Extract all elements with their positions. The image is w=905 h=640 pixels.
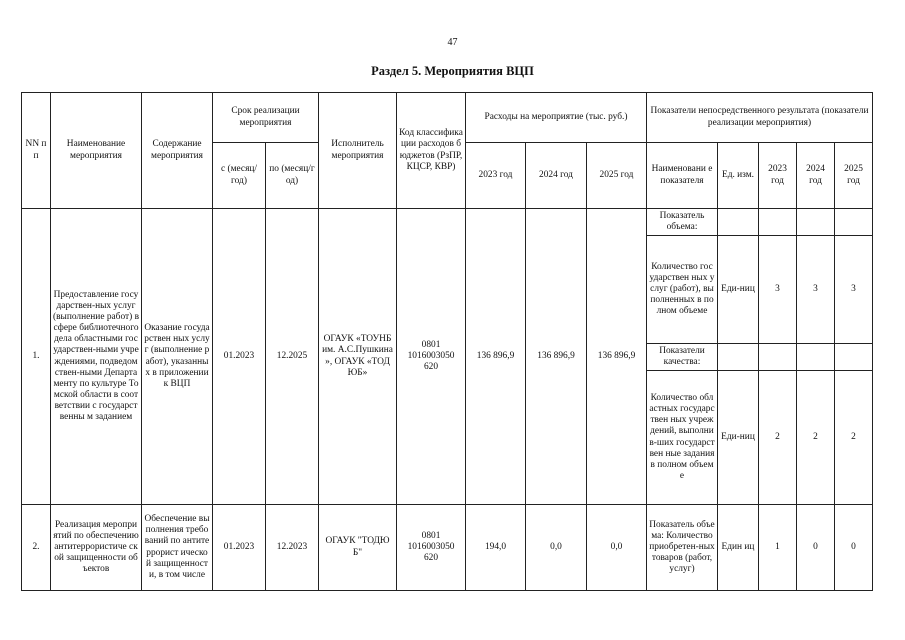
header-content: Содержание мероприятия [142, 93, 213, 209]
budget-code-text: 0801 1016003050 620 [407, 530, 455, 564]
expense-2024: 136 896,9 [526, 209, 587, 505]
activity-name: Реализация мероприятий по обеспечению антитеррористиче ской защищенности объектов [51, 505, 142, 591]
executor: ОГАУК «ТОУНБ им. А.С.Пушкина », ОГАУК «ТОДЮБ» [319, 209, 397, 505]
section-title: Раздел 5. Мероприятия ВЦП [371, 64, 534, 78]
empty-cell [797, 209, 835, 236]
expense-2025: 136 896,9 [587, 209, 647, 505]
result-2023: 1 [759, 505, 797, 591]
indicator-quality-label: Показатели качества: [647, 344, 718, 371]
header-from: с (месяц/ год) [213, 143, 266, 209]
empty-cell [718, 209, 759, 236]
result-2025: 3 [835, 236, 873, 344]
header-nn: NN пп [22, 93, 51, 209]
header-period: Срок реализации мероприятия [213, 93, 319, 143]
date-from: 01.2023 [213, 209, 266, 505]
result-2024: 3 [797, 236, 835, 344]
indicator-unit: Еди-ниц [718, 236, 759, 344]
expense-2023: 136 896,9 [466, 209, 526, 505]
header-indicator-name: Наименовани е показателя [647, 143, 718, 209]
header-expenses: Расходы на мероприятие (тыс. руб.) [466, 93, 647, 143]
empty-cell [835, 344, 873, 371]
indicator-unit: Еди-ниц [718, 371, 759, 505]
header-unit: Ед. изм. [718, 143, 759, 209]
date-to: 12.2025 [266, 209, 319, 505]
header-result-2025: 2025 год [835, 143, 873, 209]
empty-cell [759, 209, 797, 236]
result-2024: 0 [797, 505, 835, 591]
header-result-2023: 2023 год [759, 143, 797, 209]
header-results: Показатели непосредственного результата (показатели реализации мероприятия) [647, 93, 873, 143]
executor: ОГАУК "ТОДЮБ" [319, 505, 397, 591]
date-from: 01.2023 [213, 505, 266, 591]
header-executor: Исполнитель мероприятия [319, 93, 397, 209]
result-2025: 0 [835, 505, 873, 591]
indicator-name: Показатель объема: Количество приобретен-ных товаров (работ, услуг) [647, 505, 718, 591]
expense-2025: 0,0 [587, 505, 647, 591]
header-expense-2025: 2025 год [587, 143, 647, 209]
row-number: 2. [22, 505, 51, 591]
table-row [22, 505, 873, 591]
activity-content: Оказание государствен ных услуг (выполнение работ), указанных в приложении к ВЦП [142, 209, 213, 505]
result-2024: 2 [797, 371, 835, 505]
activities-table [21, 92, 873, 591]
budget-code-text: 0801 1016003050 620 [407, 339, 455, 373]
activity-content: Обеспечение выполнения требований по антитеррорист ической защищенности, в том числе [142, 505, 213, 591]
header-expense-2023: 2023 год [466, 143, 526, 209]
budget-code [397, 505, 466, 591]
indicator-name: Количество государствен ных услуг (работ), выполненных в полном объеме [647, 236, 718, 344]
result-2025: 2 [835, 371, 873, 505]
header-name: Наименование мероприятия [51, 93, 142, 209]
row-number: 1. [22, 209, 51, 505]
header-expense-2024: 2024 год [526, 143, 587, 209]
budget-code [397, 209, 466, 505]
indicator-volume-label: Показатель объема: [647, 209, 718, 236]
indicator-name: Количество областных государствен ных учреждений, выполнив-ших государствен ные задания в полном объеме [647, 371, 718, 505]
expense-2023: 194,0 [466, 505, 526, 591]
result-2023: 2 [759, 371, 797, 505]
page-number: 47 [447, 37, 458, 48]
header-to: по (месяц/г од) [266, 143, 319, 209]
date-to: 12.2023 [266, 505, 319, 591]
activity-name: Предоставление государствен-ных услуг (выполнение работ) в сфере библиотечного дела областными государствен-ными учреждениями, подведомствен-ными Департаменту по культуре Томской области в соответствии с государственны м заданием [51, 209, 142, 505]
table-row [22, 209, 873, 236]
empty-cell [797, 344, 835, 371]
header-code: Код классифика ции расходов бюджетов (РзПР, КЦСР, КВР) [397, 93, 466, 209]
empty-cell [718, 344, 759, 371]
result-2023: 3 [759, 236, 797, 344]
header-result-2024: 2024 год [797, 143, 835, 209]
expense-2024: 0,0 [526, 505, 587, 591]
empty-cell [759, 344, 797, 371]
indicator-unit: Един иц [718, 505, 759, 591]
empty-cell [835, 209, 873, 236]
